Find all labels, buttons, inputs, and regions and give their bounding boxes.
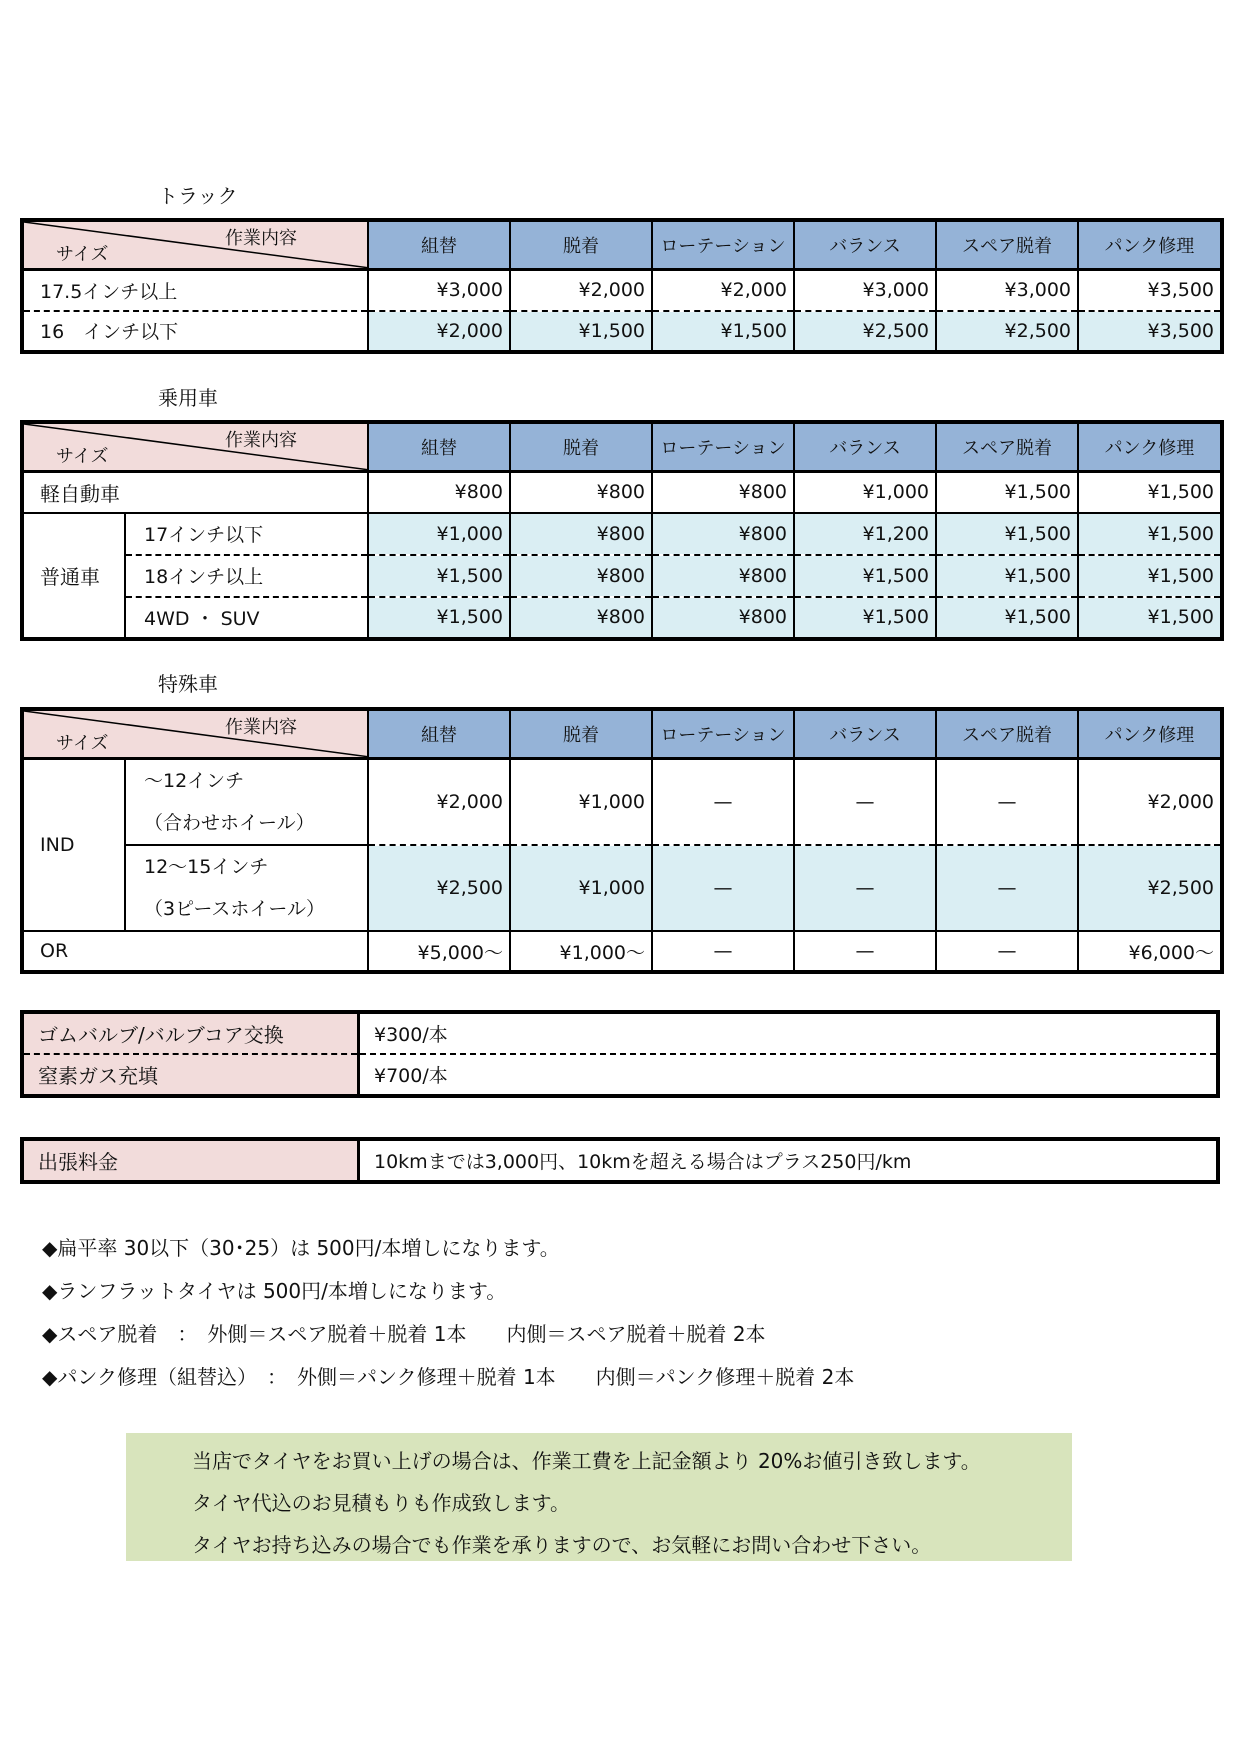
col-header-dacchaku: 脱着 bbox=[510, 709, 652, 759]
price-cell: ¥3,500 bbox=[1078, 311, 1222, 352]
row-label-futsu: 普通車 bbox=[22, 513, 125, 639]
price-cell: — bbox=[936, 845, 1078, 931]
price-cell: ¥800 bbox=[510, 472, 652, 513]
truck-section-title: トラック bbox=[158, 184, 238, 208]
sub-row-label: 17インチ以下 bbox=[125, 513, 368, 555]
price-cell: ¥1,500 bbox=[1078, 472, 1222, 513]
price-cell: — bbox=[652, 845, 794, 931]
col-header-kumikae: 組替 bbox=[368, 709, 510, 759]
price-cell: ¥800 bbox=[652, 555, 794, 597]
price-cell: ¥1,000 bbox=[794, 472, 936, 513]
table-row bbox=[22, 1139, 1218, 1182]
price-cell: ¥1,500 bbox=[936, 513, 1078, 555]
table-row bbox=[22, 513, 1222, 555]
price-cell: ¥1,200 bbox=[794, 513, 936, 555]
travel-fee-table bbox=[20, 1137, 1220, 1184]
table-row bbox=[22, 845, 1222, 931]
extra-label: ゴムバルブ/バルブコア交換 bbox=[22, 1012, 359, 1054]
price-cell: ¥800 bbox=[510, 555, 652, 597]
special-section-title: 特殊車 bbox=[158, 672, 218, 696]
table-row bbox=[22, 1012, 1218, 1054]
col-header-kumikae: 組替 bbox=[368, 422, 510, 472]
extra-value: ¥300/本 bbox=[374, 1024, 448, 1046]
table-row bbox=[22, 759, 1222, 846]
table-row bbox=[22, 311, 1222, 352]
note-line: ◆パンク修理（組替込） ： 外側＝パンク修理＋脱着 1本 内側＝パンク修理＋脱着 2本 bbox=[42, 1365, 855, 1389]
sub-row-line1: ～12インチ bbox=[144, 770, 245, 792]
price-cell: ¥2,500 bbox=[1078, 845, 1222, 931]
price-cell: ¥2,000 bbox=[1078, 759, 1222, 846]
price-cell: ¥3,000 bbox=[794, 270, 936, 311]
sub-row-label: 4WD ・ SUV bbox=[125, 597, 368, 639]
col-header-dacchaku: 脱着 bbox=[510, 422, 652, 472]
row-label: 16 インチ以下 bbox=[22, 311, 368, 352]
col-header-puncture: パンク修理 bbox=[1078, 709, 1222, 759]
price-cell: ¥1,500 bbox=[936, 597, 1078, 639]
sub-row-line2: （合わせホイール） bbox=[144, 812, 315, 834]
header-diagonal-cell bbox=[22, 709, 368, 759]
table-row bbox=[22, 597, 1222, 639]
price-cell: — bbox=[936, 759, 1078, 846]
row-label-ind: IND bbox=[22, 759, 125, 932]
price-cell: ¥2,500 bbox=[368, 845, 510, 931]
col-header-rotation: ローテーション bbox=[652, 220, 794, 270]
col-header-balance: バランス bbox=[794, 709, 936, 759]
row-label-or: OR bbox=[22, 931, 368, 972]
col-header-kumikae: 組替 bbox=[368, 220, 510, 270]
price-cell: — bbox=[794, 759, 936, 846]
header-size-label: サイズ bbox=[56, 446, 109, 467]
extra-label: 窒素ガス充填 bbox=[22, 1054, 359, 1096]
col-header-puncture: パンク修理 bbox=[1078, 220, 1222, 270]
price-cell: ¥5,000～ bbox=[368, 931, 510, 972]
col-header-balance: バランス bbox=[794, 220, 936, 270]
extras-table bbox=[20, 1010, 1220, 1098]
table-row bbox=[22, 270, 1222, 311]
price-cell: ¥800 bbox=[652, 597, 794, 639]
price-cell: — bbox=[936, 931, 1078, 972]
price-cell: ¥1,500 bbox=[368, 597, 510, 639]
discount-line: 当店でタイヤをお買い上げの場合は、作業工費を上記金額より 20%お値引き致します。 bbox=[192, 1449, 981, 1473]
price-cell: ¥1,500 bbox=[794, 597, 936, 639]
price-cell: ¥1,500 bbox=[368, 555, 510, 597]
travel-fee-label: 出張料金 bbox=[22, 1139, 359, 1182]
sub-row-label bbox=[125, 845, 368, 931]
travel-fee-value: 10kmまでは3,000円、10kmを超える場合はプラス250円/km bbox=[374, 1151, 912, 1173]
price-cell: ¥2,000 bbox=[368, 759, 510, 846]
col-header-spare: スペア脱着 bbox=[936, 709, 1078, 759]
price-cell: ¥800 bbox=[510, 597, 652, 639]
header-size-label: サイズ bbox=[56, 733, 109, 754]
extra-value: ¥700/本 bbox=[359, 1054, 1219, 1096]
price-cell: ¥1,500 bbox=[652, 311, 794, 352]
row-label-kei: 軽自動車 bbox=[22, 472, 368, 513]
col-header-rotation: ローテーション bbox=[652, 709, 794, 759]
price-cell: ¥800 bbox=[652, 472, 794, 513]
table-row bbox=[22, 931, 1222, 972]
sub-row-line2: （3ピースホイール） bbox=[144, 898, 325, 920]
col-header-rotation: ローテーション bbox=[652, 422, 794, 472]
header-diagonal-cell bbox=[22, 220, 368, 270]
price-cell: — bbox=[794, 845, 936, 931]
price-cell: ¥2,000 bbox=[510, 270, 652, 311]
note-line: ◆ランフラットタイヤは 500円/本増しになります。 bbox=[42, 1279, 507, 1303]
price-cell: ¥1,500 bbox=[794, 555, 936, 597]
passenger-section-title: 乗用車 bbox=[158, 386, 218, 410]
header-work-label: 作業内容 bbox=[225, 228, 297, 249]
discount-box bbox=[126, 1433, 1072, 1561]
header-size-label: サイズ bbox=[56, 244, 109, 265]
price-cell: ¥1,500 bbox=[1078, 597, 1222, 639]
price-cell: ¥1,500 bbox=[1078, 513, 1222, 555]
price-cell: ¥800 bbox=[368, 472, 510, 513]
price-cell: — bbox=[794, 931, 936, 972]
sub-row-label bbox=[125, 759, 368, 846]
table-row bbox=[22, 1054, 1218, 1096]
price-cell: ¥1,000 bbox=[510, 845, 652, 931]
discount-line: タイヤお持ち込みの場合でも作業を承りますので、お気軽にお問い合わせ下さい。 bbox=[192, 1533, 932, 1557]
table-row bbox=[22, 472, 1222, 513]
price-cell: ¥2,500 bbox=[794, 311, 936, 352]
price-cell: ¥1,500 bbox=[510, 311, 652, 352]
price-cell: ¥3,000 bbox=[368, 270, 510, 311]
price-cell: — bbox=[652, 931, 794, 972]
price-cell: ¥3,000 bbox=[936, 270, 1078, 311]
header-work-label: 作業内容 bbox=[225, 717, 297, 738]
sub-row-label: 18インチ以上 bbox=[125, 555, 368, 597]
note-line: ◆扁平率 30以下（30･25）は 500円/本増しになります。 bbox=[42, 1236, 560, 1260]
col-header-spare: スペア脱着 bbox=[936, 422, 1078, 472]
col-header-balance: バランス bbox=[794, 422, 936, 472]
col-header-spare: スペア脱着 bbox=[936, 220, 1078, 270]
price-cell: ¥800 bbox=[510, 513, 652, 555]
special-price-table bbox=[20, 707, 1224, 974]
price-cell: ¥6,000～ bbox=[1078, 931, 1222, 972]
header-work-label: 作業内容 bbox=[225, 430, 297, 451]
sub-row-line1: 12～15インチ bbox=[144, 856, 269, 878]
discount-line: タイヤ代込のお見積もりも作成致します。 bbox=[192, 1491, 570, 1515]
passenger-price-table bbox=[20, 420, 1224, 641]
col-header-dacchaku: 脱着 bbox=[510, 220, 652, 270]
price-cell: ¥1,500 bbox=[1078, 555, 1222, 597]
price-cell: ¥800 bbox=[652, 513, 794, 555]
price-cell: ¥1,000 bbox=[368, 513, 510, 555]
price-cell: ¥2,000 bbox=[652, 270, 794, 311]
price-cell: ¥1,500 bbox=[936, 472, 1078, 513]
truck-price-table bbox=[20, 218, 1224, 354]
note-line: ◆スペア脱着 ： 外側＝スペア脱着＋脱着 1本 内側＝スペア脱着＋脱着 2本 bbox=[42, 1322, 766, 1346]
row-label: 17.5インチ以上 bbox=[22, 270, 368, 311]
price-cell: ¥1,000～ bbox=[510, 931, 652, 972]
table-row bbox=[22, 555, 1222, 597]
price-cell: ¥2,500 bbox=[936, 311, 1078, 352]
price-cell: ¥2,000 bbox=[368, 311, 510, 352]
price-cell: ¥1,000 bbox=[510, 759, 652, 846]
price-cell: ¥3,500 bbox=[1078, 270, 1222, 311]
price-cell: ¥1,500 bbox=[936, 555, 1078, 597]
col-header-puncture: パンク修理 bbox=[1078, 422, 1222, 472]
header-diagonal-cell bbox=[22, 422, 368, 472]
price-cell: — bbox=[652, 759, 794, 846]
